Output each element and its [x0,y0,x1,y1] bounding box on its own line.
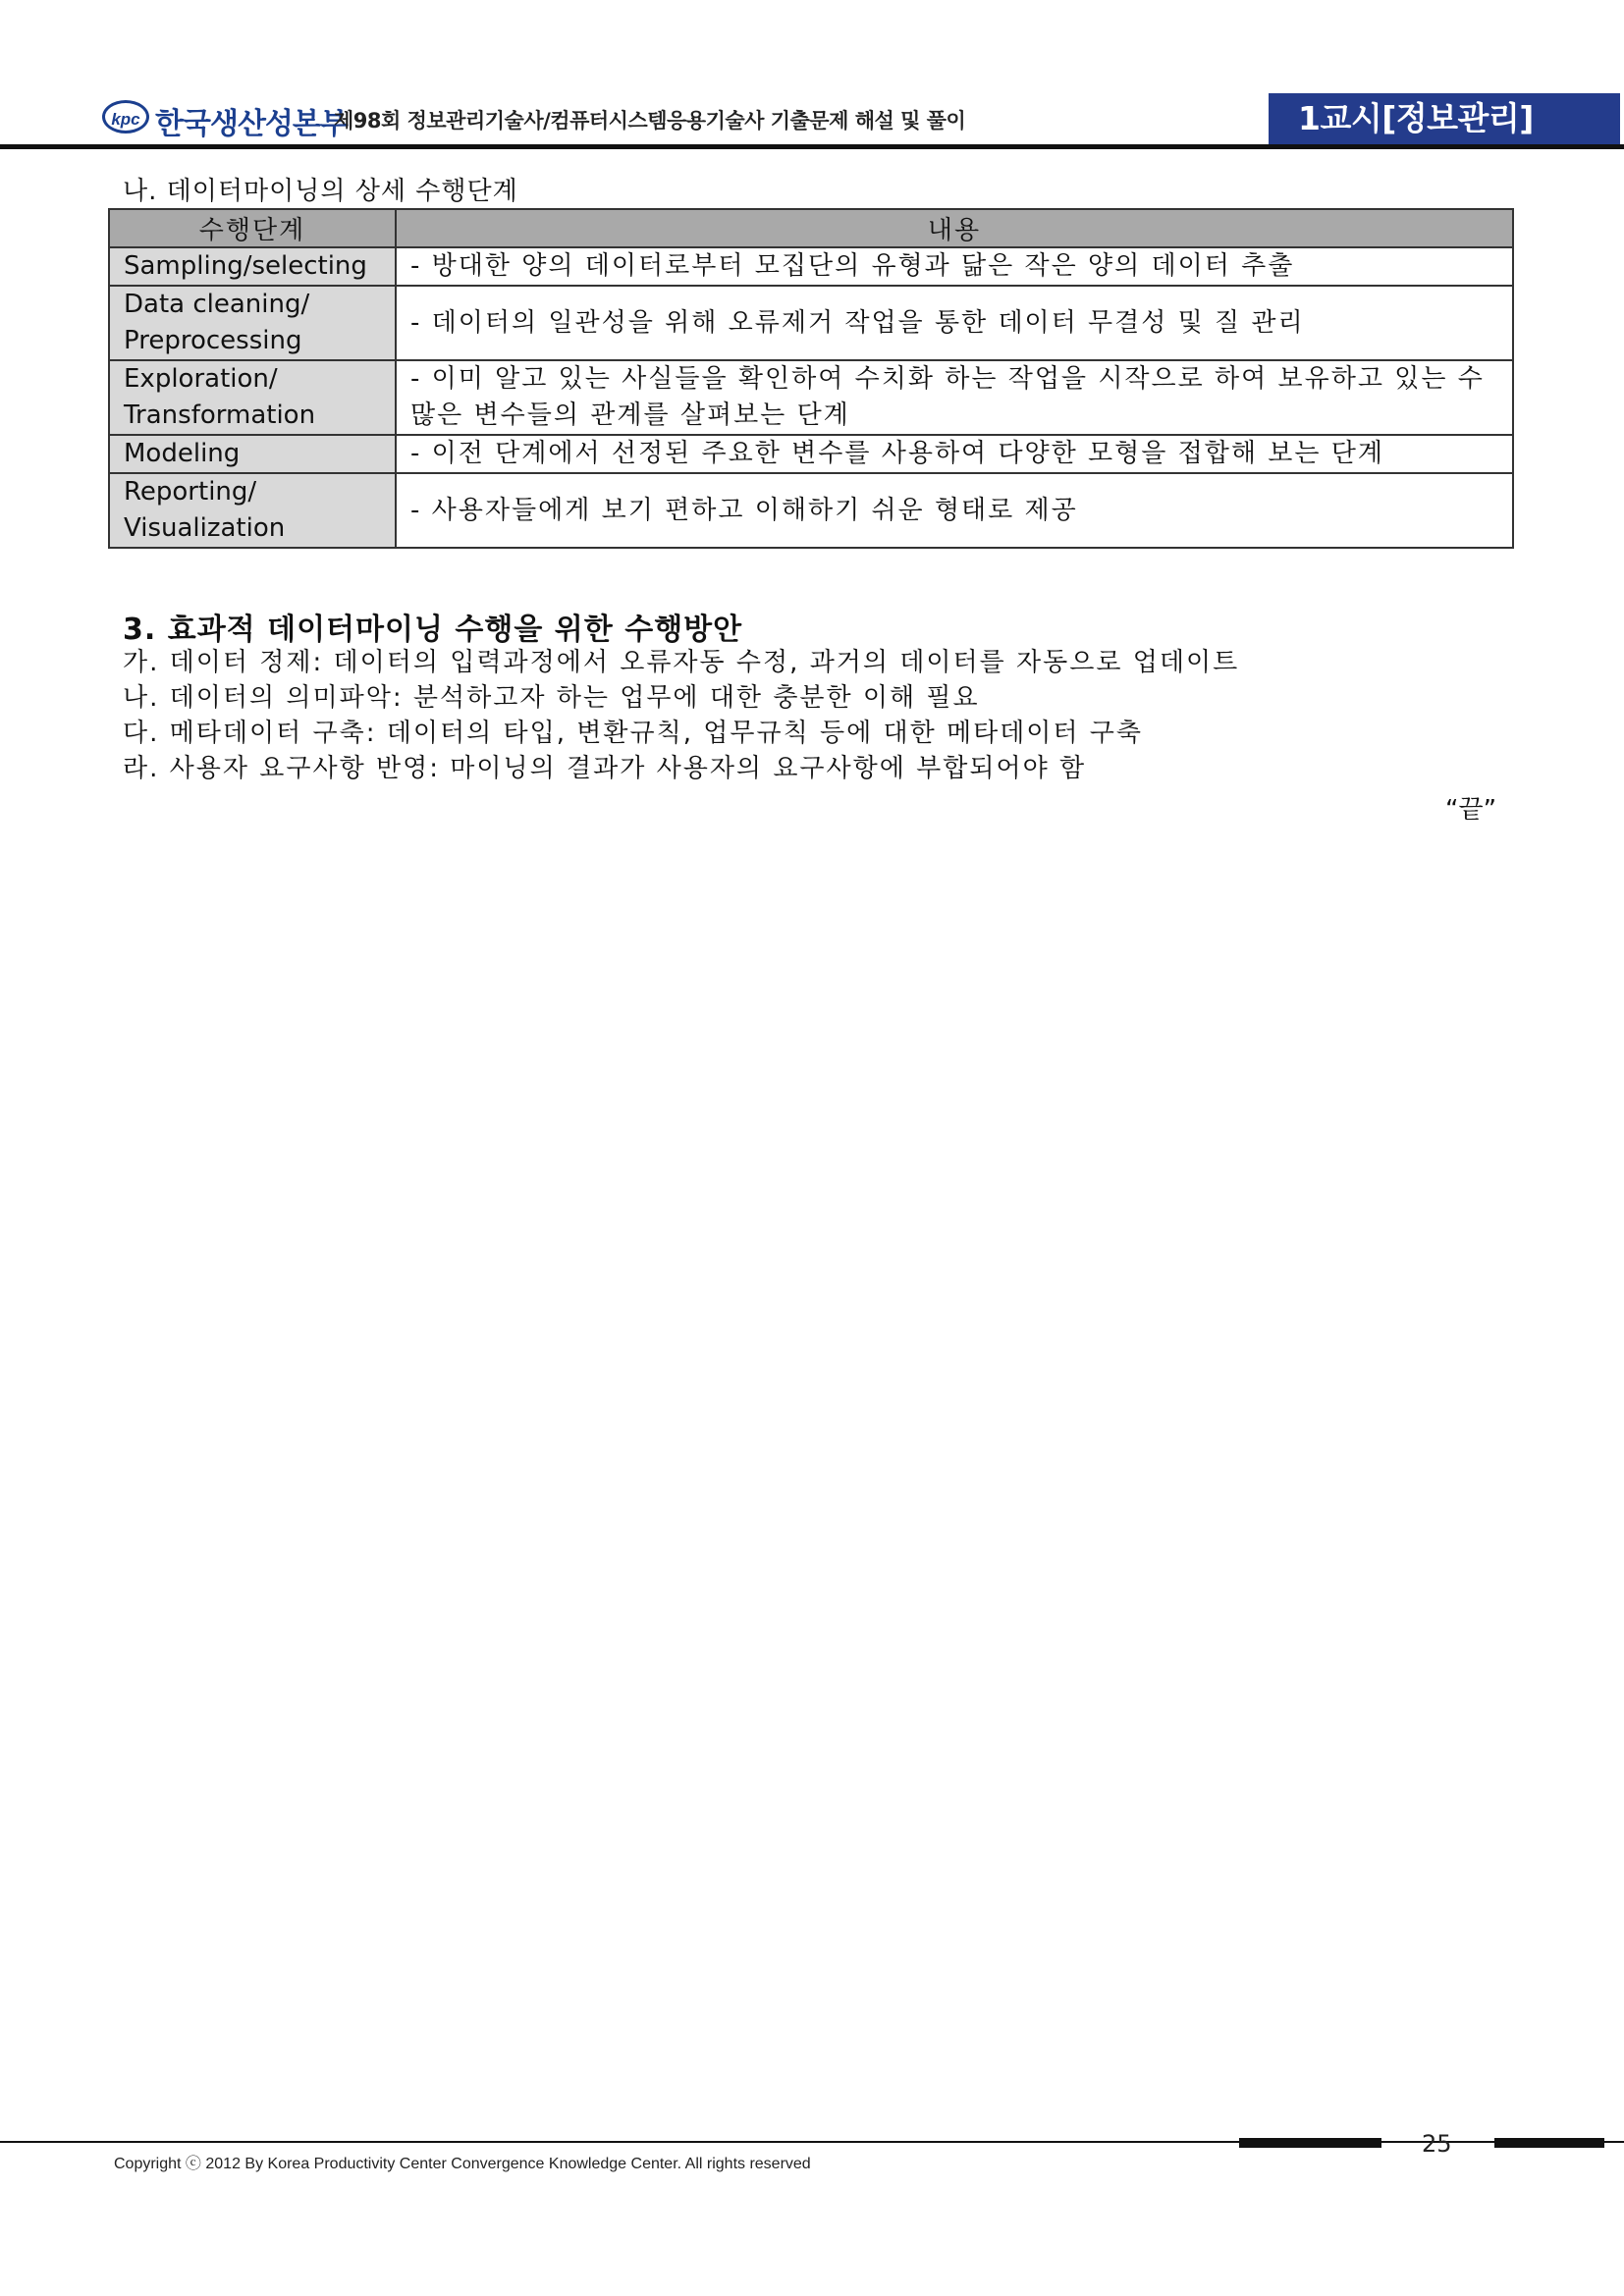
list-item: 가. 데이터 정제: 데이터의 입력과정에서 오류자동 수정, 과거의 데이터를 자동으로 업데이트 [123,648,1240,677]
step-name: Sampling/selecting [109,247,396,286]
step-description: - 이전 단계에서 선정된 주요한 변수를 사용하여 다양한 모형을 접합해 보는 단계 [396,435,1513,473]
list-item: 다. 메타데이터 구축: 데이터의 타입, 변환규칙, 업무규칙 등에 대한 메타데이터 구축 [123,719,1144,748]
table-row [109,473,1513,548]
step-name: Exploration/ Transformation [109,360,396,435]
session-badge: 1교시[정보관리] [1269,93,1620,144]
list-item: 라. 사용자 요구사항 반영: 마이닝의 결과가 사용자의 요구사항에 부합되어야 함 [123,754,1087,783]
table-header-row [109,209,1513,247]
strategy-list [123,645,1239,786]
column-header-content: 내용 [396,209,1513,247]
organization-name: 한국생산성본부 [155,107,348,141]
copyright-notice: Copyright ⓒ 2012 By Korea Productivity Center Convergence Knowledge Center. All rights reserved [114,2156,811,2172]
step-description: - 방대한 양의 데이터로부터 모집단의 유형과 닮은 작은 양의 데이터 추출 [396,247,1513,286]
table-row [109,247,1513,286]
footer-accent-bar [1494,2138,1604,2148]
list-item: 나. 데이터의 의미파악: 분석하고자 하는 업무에 대한 충분한 이해 필요 [123,683,980,713]
mining-steps-table [108,208,1514,549]
step-description: - 데이터의 일관성을 위해 오류제거 작업을 통한 데이터 무결성 및 질 관리 [396,286,1513,360]
header-divider [0,144,1624,149]
end-mark: “끝” [1445,795,1497,825]
page-number: 25 [1422,2130,1452,2158]
step-name: Data cleaning/ Preprocessing [109,286,396,360]
subsection-title: 나. 데이터마이닝의 상세 수행단계 [123,177,518,206]
step-name: Modeling [109,435,396,473]
page-header [0,0,1624,157]
section-title: 3. 효과적 데이터마이닝 수행을 위한 수행방안 [123,613,743,647]
step-description: - 사용자들에게 보기 편하고 이해하기 쉬운 형태로 제공 [396,473,1513,548]
table-row [109,360,1513,435]
footer-accent-bar [1239,2138,1381,2148]
step-name: Reporting/ Visualization [109,473,396,548]
table-row [109,286,1513,360]
table-row [109,435,1513,473]
exam-title: 제98회 정보관리기술사/컴퓨터시스템응용기술사 기출문제 해설 및 풀이 [334,109,966,133]
column-header-step: 수행단계 [109,209,396,247]
kpc-logo-icon: kpc [102,100,149,133]
step-description: - 이미 알고 있는 사실들을 확인하여 수치화 하는 작업을 시작으로 하여 보유하고 있는 수많은 변수들의 관계를 살펴보는 단계 [396,360,1513,435]
